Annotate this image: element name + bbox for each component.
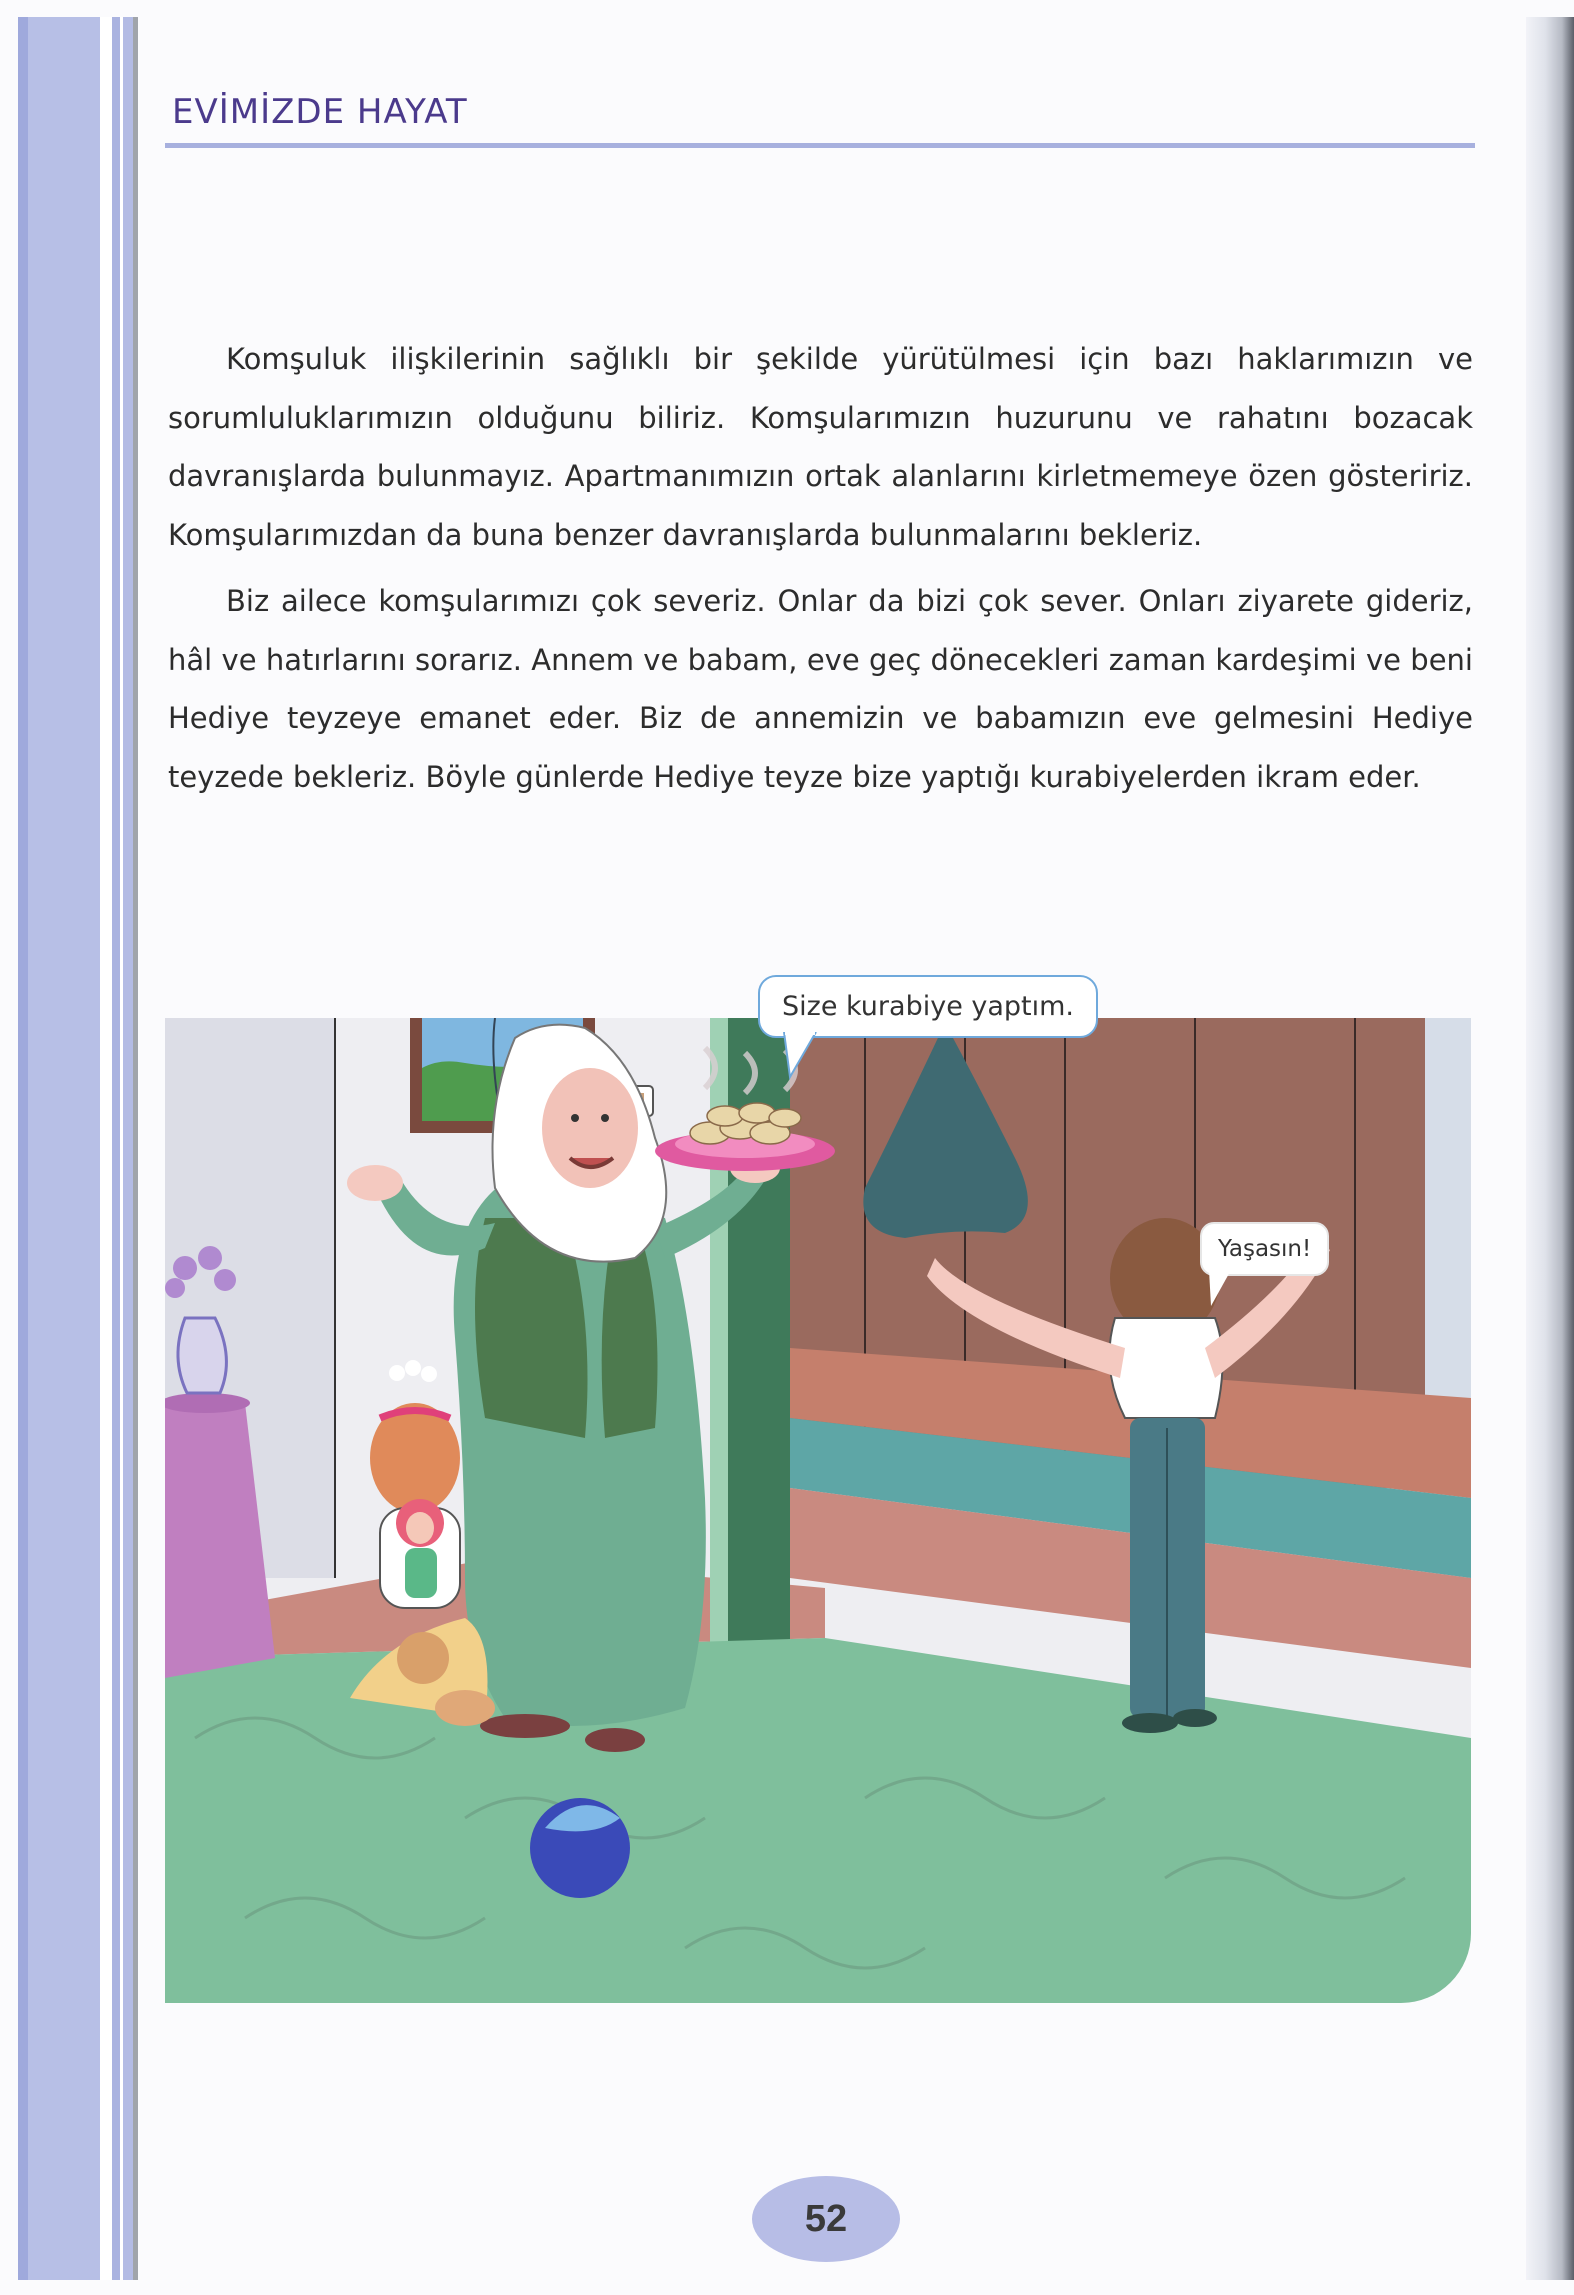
speech-bubble-tail <box>1205 1270 1235 1310</box>
speech-text: Size kurabiye yaptım. <box>782 991 1075 1022</box>
body-text <box>168 330 1473 814</box>
page-number: 52 <box>804 2197 848 2240</box>
page-number-badge <box>752 2176 900 2262</box>
speech-bubble-boy <box>1200 1222 1329 1276</box>
chapter-title: EVİMİZDE HAYAT <box>172 92 468 132</box>
speech-text: Yaşasın! <box>1218 1236 1312 1262</box>
stripe <box>100 17 112 2280</box>
stripe <box>112 17 120 2280</box>
page-fold-shadow <box>1526 17 1574 2280</box>
speech-bubble-grandma <box>758 975 1098 1038</box>
paragraph: Biz ailece komşularımızı çok severiz. Onlar da bizi çok sever. Onları ziyarete gideriz, hâl ve hatırlarını sorarız. Annem ve babam, eve geç dönecekleri zaman kardeşimi ve beni Hediye teyzeye emanet eder. Biz de annemizin ve babamızın eve gelmesini Hediye teyzede bekleriz. Böyle günlerde Hediye teyze bize yaptığı kurabiyelerden ikram eder. <box>168 584 1473 794</box>
stripe <box>123 17 133 2280</box>
illustration-neighbor-cookies <box>165 1018 1471 2003</box>
stripe <box>18 17 28 2280</box>
stripe <box>28 17 100 2280</box>
stripe <box>133 17 138 2280</box>
speech-bubble-tail <box>780 1032 820 1082</box>
header-divider <box>165 143 1475 148</box>
left-decorative-stripes <box>18 17 136 2280</box>
paragraph: Komşuluk ilişkilerinin sağlıklı bir şekilde yürütülmesi için bazı haklarımızın ve sorumluluklarımızın olduğunu biliriz. Komşularımızın huzurunu ve rahatını bozacak davranışlarda bulunmayız. Apartmanımızın ortak alanlarını kirletmemeye özen gösteririz. Komşularımızdan da buna benzer davranışlarda bulunmalarını bekleriz. <box>168 342 1473 552</box>
